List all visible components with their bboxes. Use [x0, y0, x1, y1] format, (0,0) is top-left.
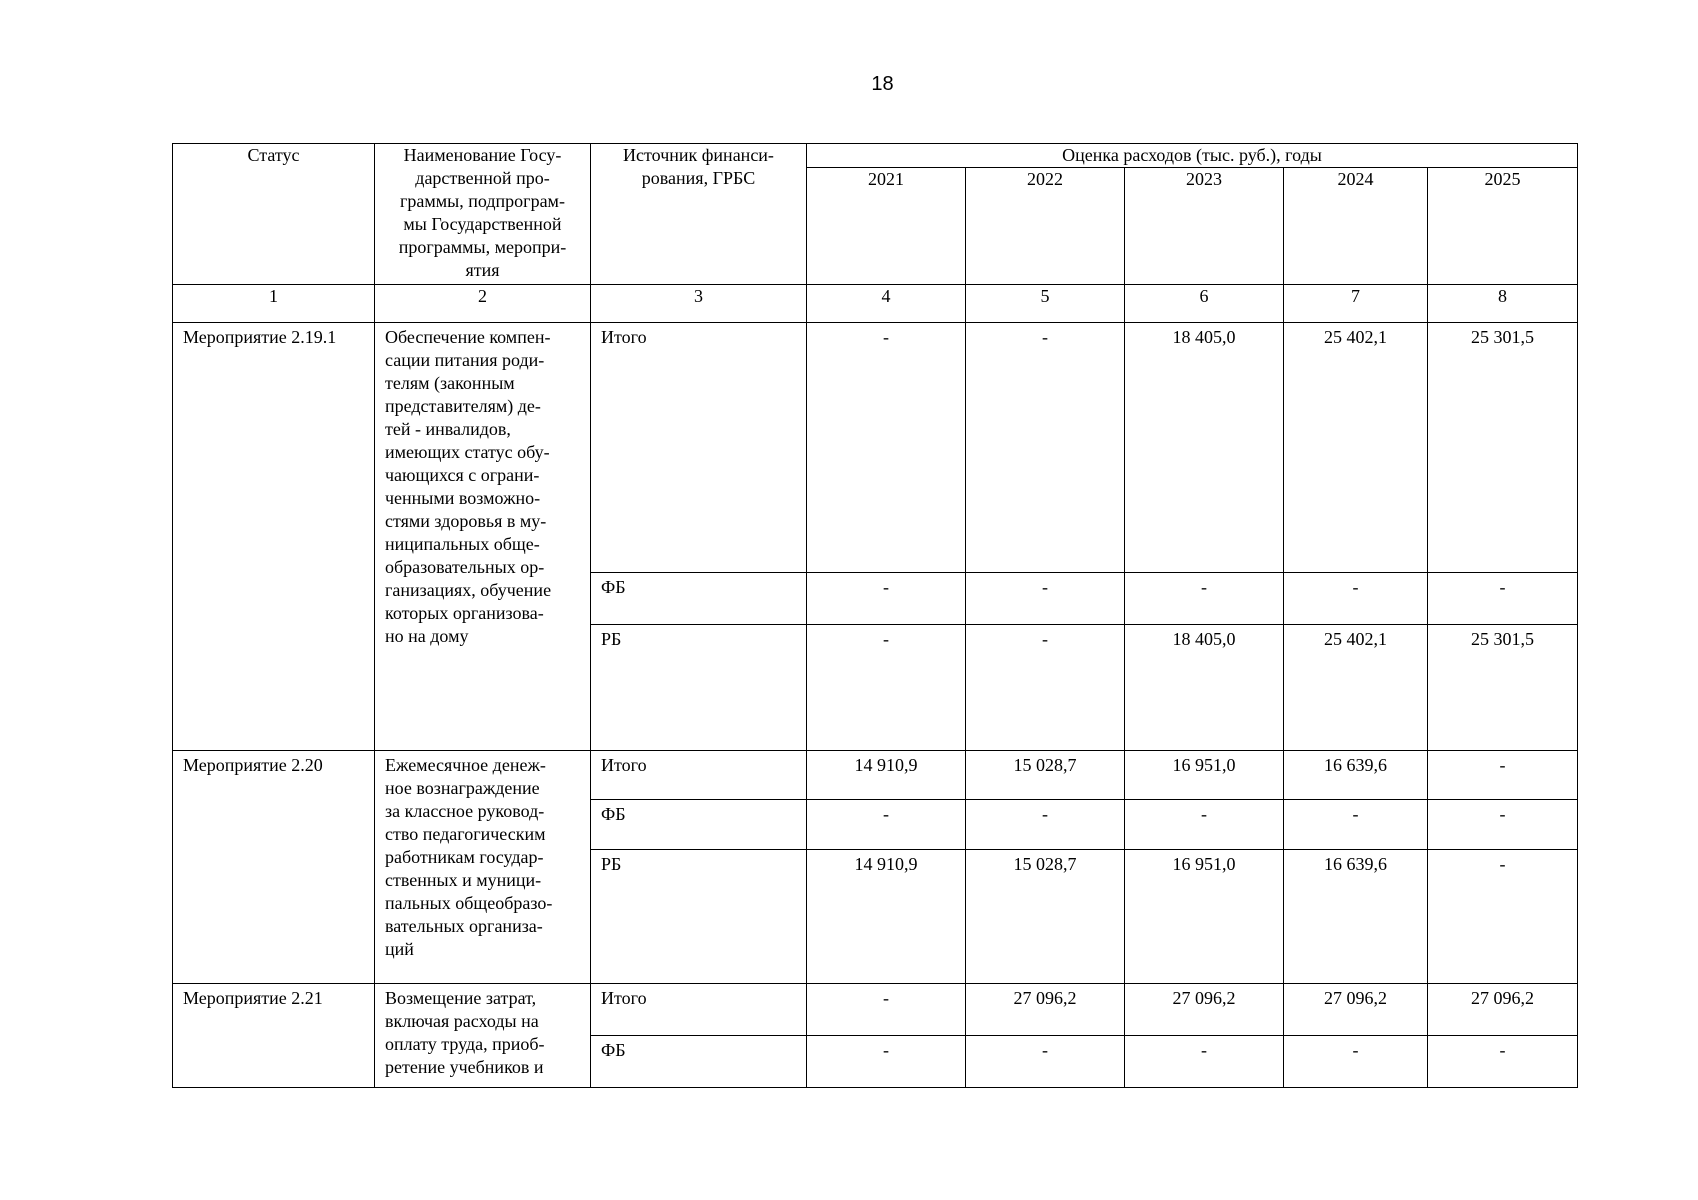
- header-year: 2022: [966, 168, 1125, 285]
- activity-status: Мероприятие 2.21: [173, 984, 375, 1088]
- activity-status: Мероприятие 2.19.1: [173, 323, 375, 751]
- table-cell: 25 402,1: [1284, 323, 1428, 573]
- table-cell: -: [1428, 850, 1578, 984]
- column-number: 6: [1125, 285, 1284, 323]
- funding-source: ФБ: [591, 573, 807, 625]
- funding-source: Итого: [591, 323, 807, 573]
- table-cell: 25 402,1: [1284, 625, 1428, 751]
- table-cell: -: [1428, 573, 1578, 625]
- table-cell: -: [807, 625, 966, 751]
- header-source: Источник финанси- рования, ГРБС: [591, 144, 807, 285]
- header-year: 2021: [807, 168, 966, 285]
- funding-source: РБ: [591, 625, 807, 751]
- table-cell: 16 951,0: [1125, 850, 1284, 984]
- table-cell: 27 096,2: [1284, 984, 1428, 1036]
- table-cell: 18 405,0: [1125, 323, 1284, 573]
- table-cell: 25 301,5: [1428, 625, 1578, 751]
- table-cell: -: [1125, 800, 1284, 850]
- table-cell: -: [807, 984, 966, 1036]
- activity-status: Мероприятие 2.20: [173, 751, 375, 984]
- column-number: 5: [966, 285, 1125, 323]
- table-header: [173, 144, 1578, 323]
- activity-name: Возмещение затрат, включая расходы на оплату труда, приоб- ретение учебников и: [375, 984, 591, 1088]
- table-cell: -: [1428, 800, 1578, 850]
- table-cell: -: [966, 323, 1125, 573]
- table-cell: 18 405,0: [1125, 625, 1284, 751]
- column-number: 7: [1284, 285, 1428, 323]
- table-cell: -: [1125, 1036, 1284, 1088]
- column-number: 4: [807, 285, 966, 323]
- funding-source: РБ: [591, 850, 807, 984]
- table-cell: -: [1284, 1036, 1428, 1088]
- table-cell: 27 096,2: [966, 984, 1125, 1036]
- table-cell: 16 951,0: [1125, 751, 1284, 800]
- table-cell: -: [966, 800, 1125, 850]
- header-status: Статус: [173, 144, 375, 285]
- activity-group: [173, 984, 1578, 1088]
- table-cell: 16 639,6: [1284, 850, 1428, 984]
- table-cell: 25 301,5: [1428, 323, 1578, 573]
- header-estimate: Оценка расходов (тыс. руб.), годы: [807, 144, 1578, 168]
- table-cell: -: [807, 323, 966, 573]
- table-cell: 16 639,6: [1284, 751, 1428, 800]
- table-cell: -: [1284, 800, 1428, 850]
- column-number: 8: [1428, 285, 1578, 323]
- activity-group: [173, 751, 1578, 984]
- funding-source: Итого: [591, 751, 807, 800]
- funding-source: Итого: [591, 984, 807, 1036]
- column-number: 3: [591, 285, 807, 323]
- column-number: 1: [173, 285, 375, 323]
- table-cell: 27 096,2: [1428, 984, 1578, 1036]
- table-cell: -: [966, 1036, 1125, 1088]
- header-year: 2025: [1428, 168, 1578, 285]
- table-cell: 14 910,9: [807, 751, 966, 800]
- budget-table: [172, 143, 1578, 1088]
- table-cell: -: [1428, 1036, 1578, 1088]
- activity-group: [173, 323, 1578, 751]
- table-cell: 15 028,7: [966, 751, 1125, 800]
- table-cell: -: [966, 625, 1125, 751]
- table-cell: -: [1428, 751, 1578, 800]
- column-number: 2: [375, 285, 591, 323]
- table-cell: -: [807, 800, 966, 850]
- activity-name: Обеспечение компен- сации питания роди- телям (законным представителям) де- тей - инвалидов, имеющих статус обу- чающихся с ограни- ченными возможно- стями здоровья в му- ниципальных обще- образовательных ор- ганизациях, обучение которых организова- но на дому: [375, 323, 591, 751]
- header-name: Наименование Госу- дарственной про- граммы, подпрограм- мы Государственной программы, меропри- ятия: [375, 144, 591, 285]
- header-year: 2024: [1284, 168, 1428, 285]
- table-cell: -: [807, 1036, 966, 1088]
- funding-source: ФБ: [591, 800, 807, 850]
- table-cell: -: [1284, 573, 1428, 625]
- table-cell: 15 028,7: [966, 850, 1125, 984]
- table-cell: -: [807, 573, 966, 625]
- activity-name: Ежемесячное денеж- ное вознаграждение за классное руковод- ство педагогическим работникам государ- ственных и муници- пальных общеобразо- вательных организа- ций: [375, 751, 591, 984]
- table-cell: -: [1125, 573, 1284, 625]
- page-number: 18: [871, 73, 894, 95]
- table-cell: 27 096,2: [1125, 984, 1284, 1036]
- table-cell: -: [966, 573, 1125, 625]
- funding-source: ФБ: [591, 1036, 807, 1088]
- header-year: 2023: [1125, 168, 1284, 285]
- table-cell: 14 910,9: [807, 850, 966, 984]
